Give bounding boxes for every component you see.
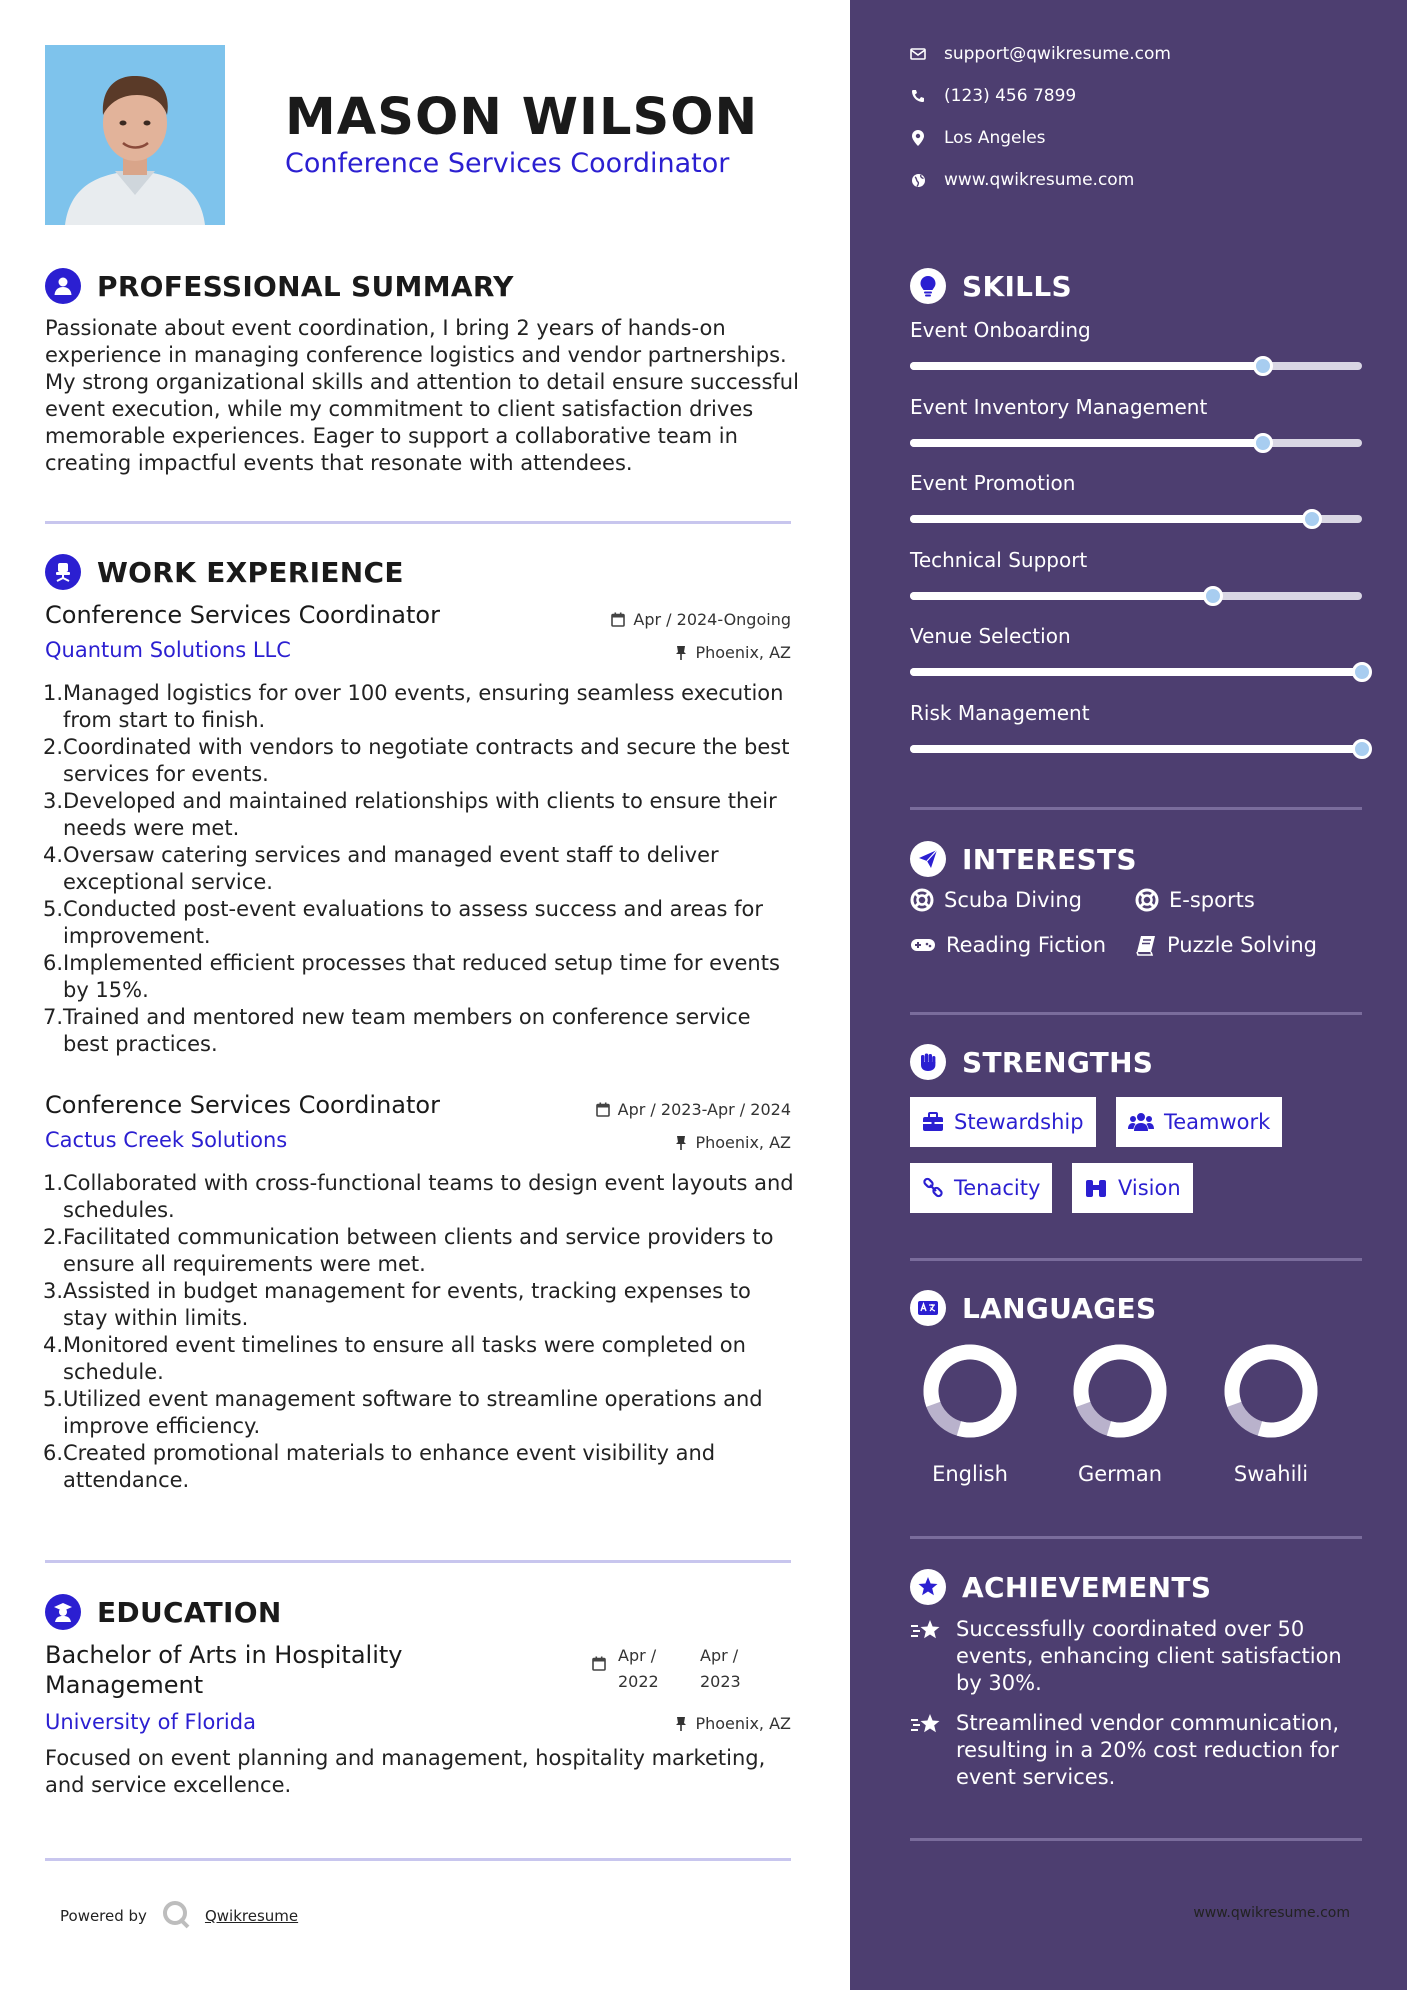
education-end-date: Apr / 2023 xyxy=(700,1646,741,1691)
list-item: 4. Monitored event timelines to ensure all tasks were completed on schedule. xyxy=(43,1333,746,1384)
skill-slider-handle xyxy=(1352,662,1372,682)
list-item: 3. Developed and maintained relationships with clients to ensure their needs were met. xyxy=(43,789,777,840)
section-divider xyxy=(45,1858,791,1861)
award-star-icon xyxy=(910,1569,946,1605)
summary-header xyxy=(45,268,514,304)
skill-label: Event Promotion xyxy=(910,471,1076,495)
gamepad-icon xyxy=(910,936,936,954)
job-title: Conference Services Coordinator xyxy=(45,601,440,629)
skill-label: Technical Support xyxy=(910,547,1088,572)
interests-header xyxy=(910,841,1137,877)
education-location: Phoenix, AZ xyxy=(675,1714,791,1733)
list-item: 2. Facilitated communication between clients and service providers to ensure all requirements were met. xyxy=(43,1225,774,1276)
achievement-item: Streamlined vendor communication, resulting in a 20% cost reduction for event services. xyxy=(910,1710,1370,1791)
job-location: Phoenix, AZ xyxy=(675,643,791,662)
candidate-role: Conference Services Coordinator xyxy=(285,148,730,179)
contact-location: Los Angeles xyxy=(910,128,1046,148)
language-label: English xyxy=(932,1462,1008,1486)
achievements-title: ACHIEVEMENTS xyxy=(962,1570,1212,1604)
languages-header xyxy=(910,1290,1156,1326)
contact-email[interactable]: support@qwikresume.com xyxy=(910,44,1171,64)
skill-slider-handle xyxy=(1302,509,1322,529)
briefcase-icon xyxy=(922,1112,944,1132)
binoculars-icon xyxy=(1084,1178,1108,1198)
profile-photo xyxy=(45,45,225,225)
skill-bar-fill xyxy=(910,668,1362,676)
strength-chip: Vision xyxy=(1072,1163,1193,1213)
skill-label: Risk Management xyxy=(910,700,1090,725)
envelope-icon xyxy=(910,48,926,60)
pin-icon xyxy=(675,645,687,661)
languages-title: LANGUAGES xyxy=(962,1291,1157,1325)
list-item: 6. Created promotional materials to enhance event visibility and attendance. xyxy=(43,1441,716,1492)
skill-bar xyxy=(910,668,1362,676)
summary-title: PROFESSIONAL SUMMARY xyxy=(97,269,514,303)
school-name: University of Florida xyxy=(45,1710,256,1734)
lifebuoy-icon xyxy=(910,888,934,912)
qwikresume-logo-icon xyxy=(161,1899,191,1933)
globe-icon xyxy=(910,173,926,188)
office-chair-icon xyxy=(45,554,81,590)
candidate-name: MASON WILSON xyxy=(285,88,759,147)
list-item: 1. Managed logistics for over 100 events, ensuring seamless execution from start to finish. xyxy=(43,681,784,732)
education-title: EDUCATION xyxy=(97,1595,282,1629)
language-item xyxy=(910,1344,1030,1486)
language-item xyxy=(1211,1344,1331,1486)
skill-bar xyxy=(910,515,1362,523)
strengths-header xyxy=(910,1044,1153,1080)
book-icon xyxy=(1135,934,1157,956)
skill-bar-fill xyxy=(910,745,1362,753)
skill-slider-handle xyxy=(1253,433,1273,453)
skill-bar xyxy=(910,362,1362,370)
interest-item: Scuba Diving xyxy=(910,888,1082,912)
skill-bar-fill xyxy=(910,362,1263,370)
paper-plane-icon xyxy=(910,841,946,877)
list-item: 7. Trained and mentored new team members on conference service best practices. xyxy=(43,1005,751,1056)
calendar-icon xyxy=(611,612,625,627)
star-sparkle-icon xyxy=(910,1618,944,1644)
skill-label: Event Onboarding xyxy=(910,318,1091,342)
degree-title: Management xyxy=(45,1671,204,1699)
section-divider xyxy=(910,1258,1362,1261)
language-ring xyxy=(1211,1344,1331,1444)
star-sparkle-icon xyxy=(910,1712,944,1738)
avatar xyxy=(45,45,225,225)
education-header xyxy=(45,1594,282,1630)
contact-website[interactable]: www.qwikresume.com xyxy=(910,170,1134,190)
contact-phone[interactable]: (123) 456 7899 xyxy=(910,86,1076,106)
skill-label: Event Inventory Management xyxy=(910,394,1208,419)
users-icon xyxy=(1128,1112,1154,1132)
achievements-header xyxy=(910,1569,1211,1605)
list-item: 3. Assisted in budget management for events, tracking expenses to stay within limits. xyxy=(43,1279,751,1330)
list-item: 5. Utilized event management software to streamline operations and improve efficiency. xyxy=(43,1387,763,1438)
language-ring-fill xyxy=(1070,1344,1170,1441)
strengths-title: STRENGTHS xyxy=(962,1045,1154,1079)
footer-site[interactable]: www.qwikresume.com xyxy=(1193,1905,1350,1921)
job-bullets xyxy=(45,1170,801,1494)
section-divider xyxy=(45,521,791,524)
qwikresume-link[interactable]: Qwikresume xyxy=(204,1907,299,1925)
skills-title: SKILLS xyxy=(962,269,1072,303)
company-name: Cactus Creek Solutions xyxy=(45,1128,288,1152)
company-name: Quantum Solutions LLC xyxy=(45,638,291,662)
language-ring xyxy=(1060,1344,1180,1444)
section-divider xyxy=(910,1838,1362,1841)
lifebuoy-icon xyxy=(1135,888,1159,912)
interests-title: INTERESTS xyxy=(962,842,1137,876)
language-ring-fill xyxy=(920,1344,1020,1441)
phone-icon xyxy=(910,89,926,103)
strength-chip: Teamwork xyxy=(1116,1097,1282,1147)
footer-branding: Powered by Qwikresume xyxy=(60,1899,298,1933)
job-location: Phoenix, AZ xyxy=(675,1133,791,1152)
language-card-icon xyxy=(910,1290,946,1326)
lightbulb-icon xyxy=(910,268,946,304)
calendar-icon xyxy=(592,1656,606,1675)
experience-title: WORK EXPERIENCE xyxy=(97,555,404,589)
education-description: Focused on event planning and management, hospitality marketing, and service excellence. xyxy=(45,1746,766,1797)
interest-item: Reading Fiction xyxy=(910,933,1106,957)
skill-slider-handle xyxy=(1253,356,1273,376)
job-title: Conference Services Coordinator xyxy=(45,1091,440,1119)
education-start-date: Apr / 2022 xyxy=(618,1646,659,1691)
skill-slider-handle xyxy=(1203,586,1223,606)
section-divider xyxy=(910,807,1362,810)
skill-bar xyxy=(910,439,1362,447)
language-ring xyxy=(910,1344,1030,1444)
section-divider xyxy=(910,1012,1362,1015)
graduate-icon xyxy=(45,1594,81,1630)
language-ring-fill xyxy=(1221,1344,1321,1441)
calendar-icon xyxy=(596,1102,610,1117)
pin-icon xyxy=(675,1716,687,1732)
language-item xyxy=(1060,1344,1180,1486)
job-bullets xyxy=(45,680,801,1058)
language-label: Swahili xyxy=(1233,1462,1309,1486)
skill-bar-fill xyxy=(910,439,1263,447)
list-item: 4. Oversaw catering services and managed event staff to deliver exceptional service. xyxy=(43,843,719,894)
skill-bar xyxy=(910,745,1362,753)
job-dates: Apr / 2024-Ongoing xyxy=(611,610,791,629)
list-item: 1. Collaborated with cross-functional teams to design event layouts and schedules. xyxy=(43,1171,794,1222)
sidebar xyxy=(850,0,1407,1990)
map-marker-icon xyxy=(910,130,926,146)
link-icon xyxy=(922,1177,944,1199)
list-item: 6. Implemented efficient processes that reduced setup time for events by 15%. xyxy=(43,951,780,1002)
achievement-item: Successfully coordinated over 50 events, enhancing client satisfaction by 30%. xyxy=(910,1616,1370,1697)
skill-bar xyxy=(910,592,1362,600)
interest-item: E-sports xyxy=(1135,888,1255,912)
section-divider xyxy=(910,1536,1362,1539)
interest-item: Puzzle Solving xyxy=(1135,933,1317,957)
strength-chip: Tenacity xyxy=(910,1163,1052,1213)
skill-slider-handle xyxy=(1352,739,1372,759)
skills-header xyxy=(910,268,1072,304)
job-dates: Apr / 2023-Apr / 2024 xyxy=(596,1100,791,1119)
list-item: 2. Coordinated with vendors to negotiate contracts and secure the best services for events. xyxy=(43,735,790,786)
list-item: 5. Conducted post-event evaluations to assess success and areas for improvement. xyxy=(43,897,763,948)
section-divider xyxy=(45,1560,791,1563)
strength-chip: Stewardship xyxy=(910,1097,1096,1147)
pin-icon xyxy=(675,1135,687,1151)
language-label: German xyxy=(1077,1462,1163,1486)
user-icon xyxy=(45,268,81,304)
skill-bar-fill xyxy=(910,592,1213,600)
degree-title: Bachelor of Arts in Hospitality xyxy=(45,1641,403,1669)
skill-bar-fill xyxy=(910,515,1312,523)
fist-icon xyxy=(910,1044,946,1080)
summary-text: Passionate about event coordination, I bring 2 years of hands-on experience in managing conference logistics and vendor partnerships. My strong organizational skills and attention to detail ensure successful event execution, while my commitment to client satisfaction drives memorable experiences. Eager to support a collaborative team in creating impactful events that resonate with attendees. xyxy=(45,316,799,475)
skill-label: Venue Selection xyxy=(910,624,1071,648)
experience-header xyxy=(45,554,404,590)
